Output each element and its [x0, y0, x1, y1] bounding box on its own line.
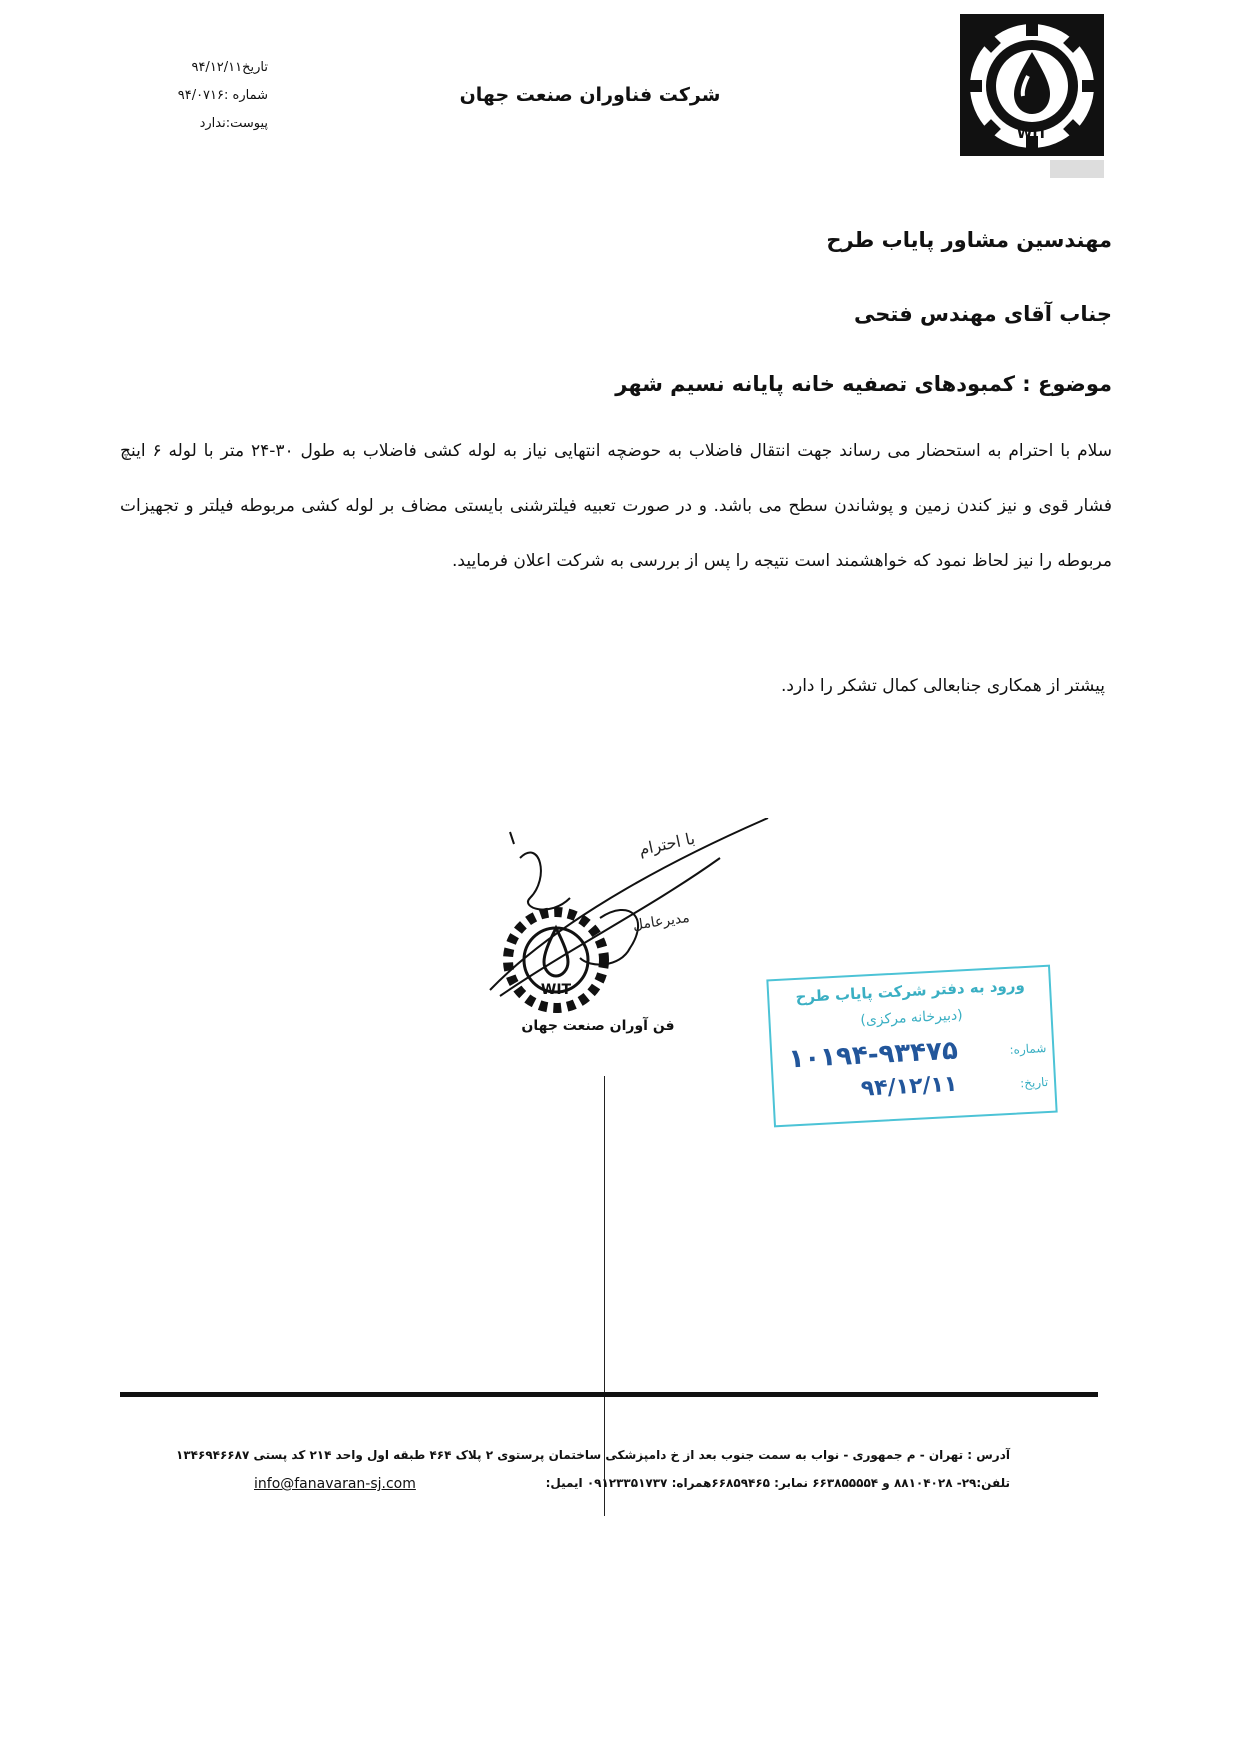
gear-drop-logo-icon [958, 14, 1106, 182]
letter-body: سلام با احترام به استحضار می رساند جهت انتقال فاضلاب به حوضچه انتهایی نیاز به لوله کشی فاضلاب به طول ۳۰-۲۴ متر با لوله ۶ اینچ فشار قوی و نیز کندن زمین و پوشاندن سطح می باشد. و در صورت تعبیه فیلترشنی بایستی مضاف بر لوله کشی مربوطه فیلتر و تجهیزات مربوطه را نیز لحاظ نمود که خواهشمند است نتیجه را پس از بررسی به شرکت اعلان فرمایید. [120, 441, 1113, 571]
received-stamp [766, 965, 1057, 1128]
signature-company: فن آوران صنعت جهان [521, 1018, 675, 1034]
number-line: شماره :۹۴/۰۷۱۶ [177, 88, 268, 103]
stamp-date: ۹۴/۱۲/۱۱ [860, 1071, 959, 1102]
company-name: شرکت فناوران صنعت جهان [459, 84, 721, 106]
footer-address: آدرس : تهران - م جمهوری - نواب به سمت جنوب بعد از خ دامپزشکی ساختمان پرستوی ۲ پلاک ۴۶۴ طبقه اول واحد ۲۱۴ کد پستی ۱۳۴۶۹۴۶۶۸۷ [176, 1448, 1010, 1462]
svg-text:WIT: WIT [540, 982, 572, 998]
stamp-date-label: تاریخ: [1019, 1074, 1049, 1091]
attachment-line: پیوست:ندارد [199, 116, 268, 131]
date-line: تاریخ۹۴/۱۲/۱۱ [191, 60, 268, 75]
letter-closing: پیشتر از همکاری جنابعالی کمال تشکر را دارد. [781, 676, 1105, 696]
signature-regards: با احترام [637, 828, 697, 860]
company-logo [958, 14, 1106, 182]
recipient-person: جناب آقای مهندس فتحی [854, 302, 1112, 326]
stamp-number: ۱۰۱۹۴-۹۳۴۷۵ [787, 1035, 959, 1075]
signature-title: مدیرعامل [631, 909, 691, 934]
footer-divider [120, 1392, 1098, 1397]
recipient-organization: مهندسین مشاور پایاب طرح [826, 228, 1112, 252]
signature-block [480, 818, 780, 1048]
letter-meta [150, 54, 268, 138]
stamp-subtitle: (دبیرخانه مرکزی) [859, 1007, 964, 1029]
stamp-number-label: شماره: [1009, 1040, 1047, 1057]
footer-phone: تلفن:۲۹- ۸۸۱۰۴۰۲۸ و ۶۶۳۸۵۵۵۵۴ نمابر: ۶۶۸۵۹۴۶۵همراه: ۰۹۱۲۳۳۵۱۷۳۷ ایمیل: [545, 1476, 1010, 1490]
letter-subject: موضوع : کمبودهای تصفیه خانه پایانه نسیم شهر [615, 372, 1112, 396]
stamp-title: ورود به دفتر شرکت پایاب طرح [795, 976, 1026, 1007]
svg-text:WIT: WIT [1016, 126, 1048, 142]
footer-email[interactable]: info@fanavaran-sj.com [254, 1476, 416, 1492]
